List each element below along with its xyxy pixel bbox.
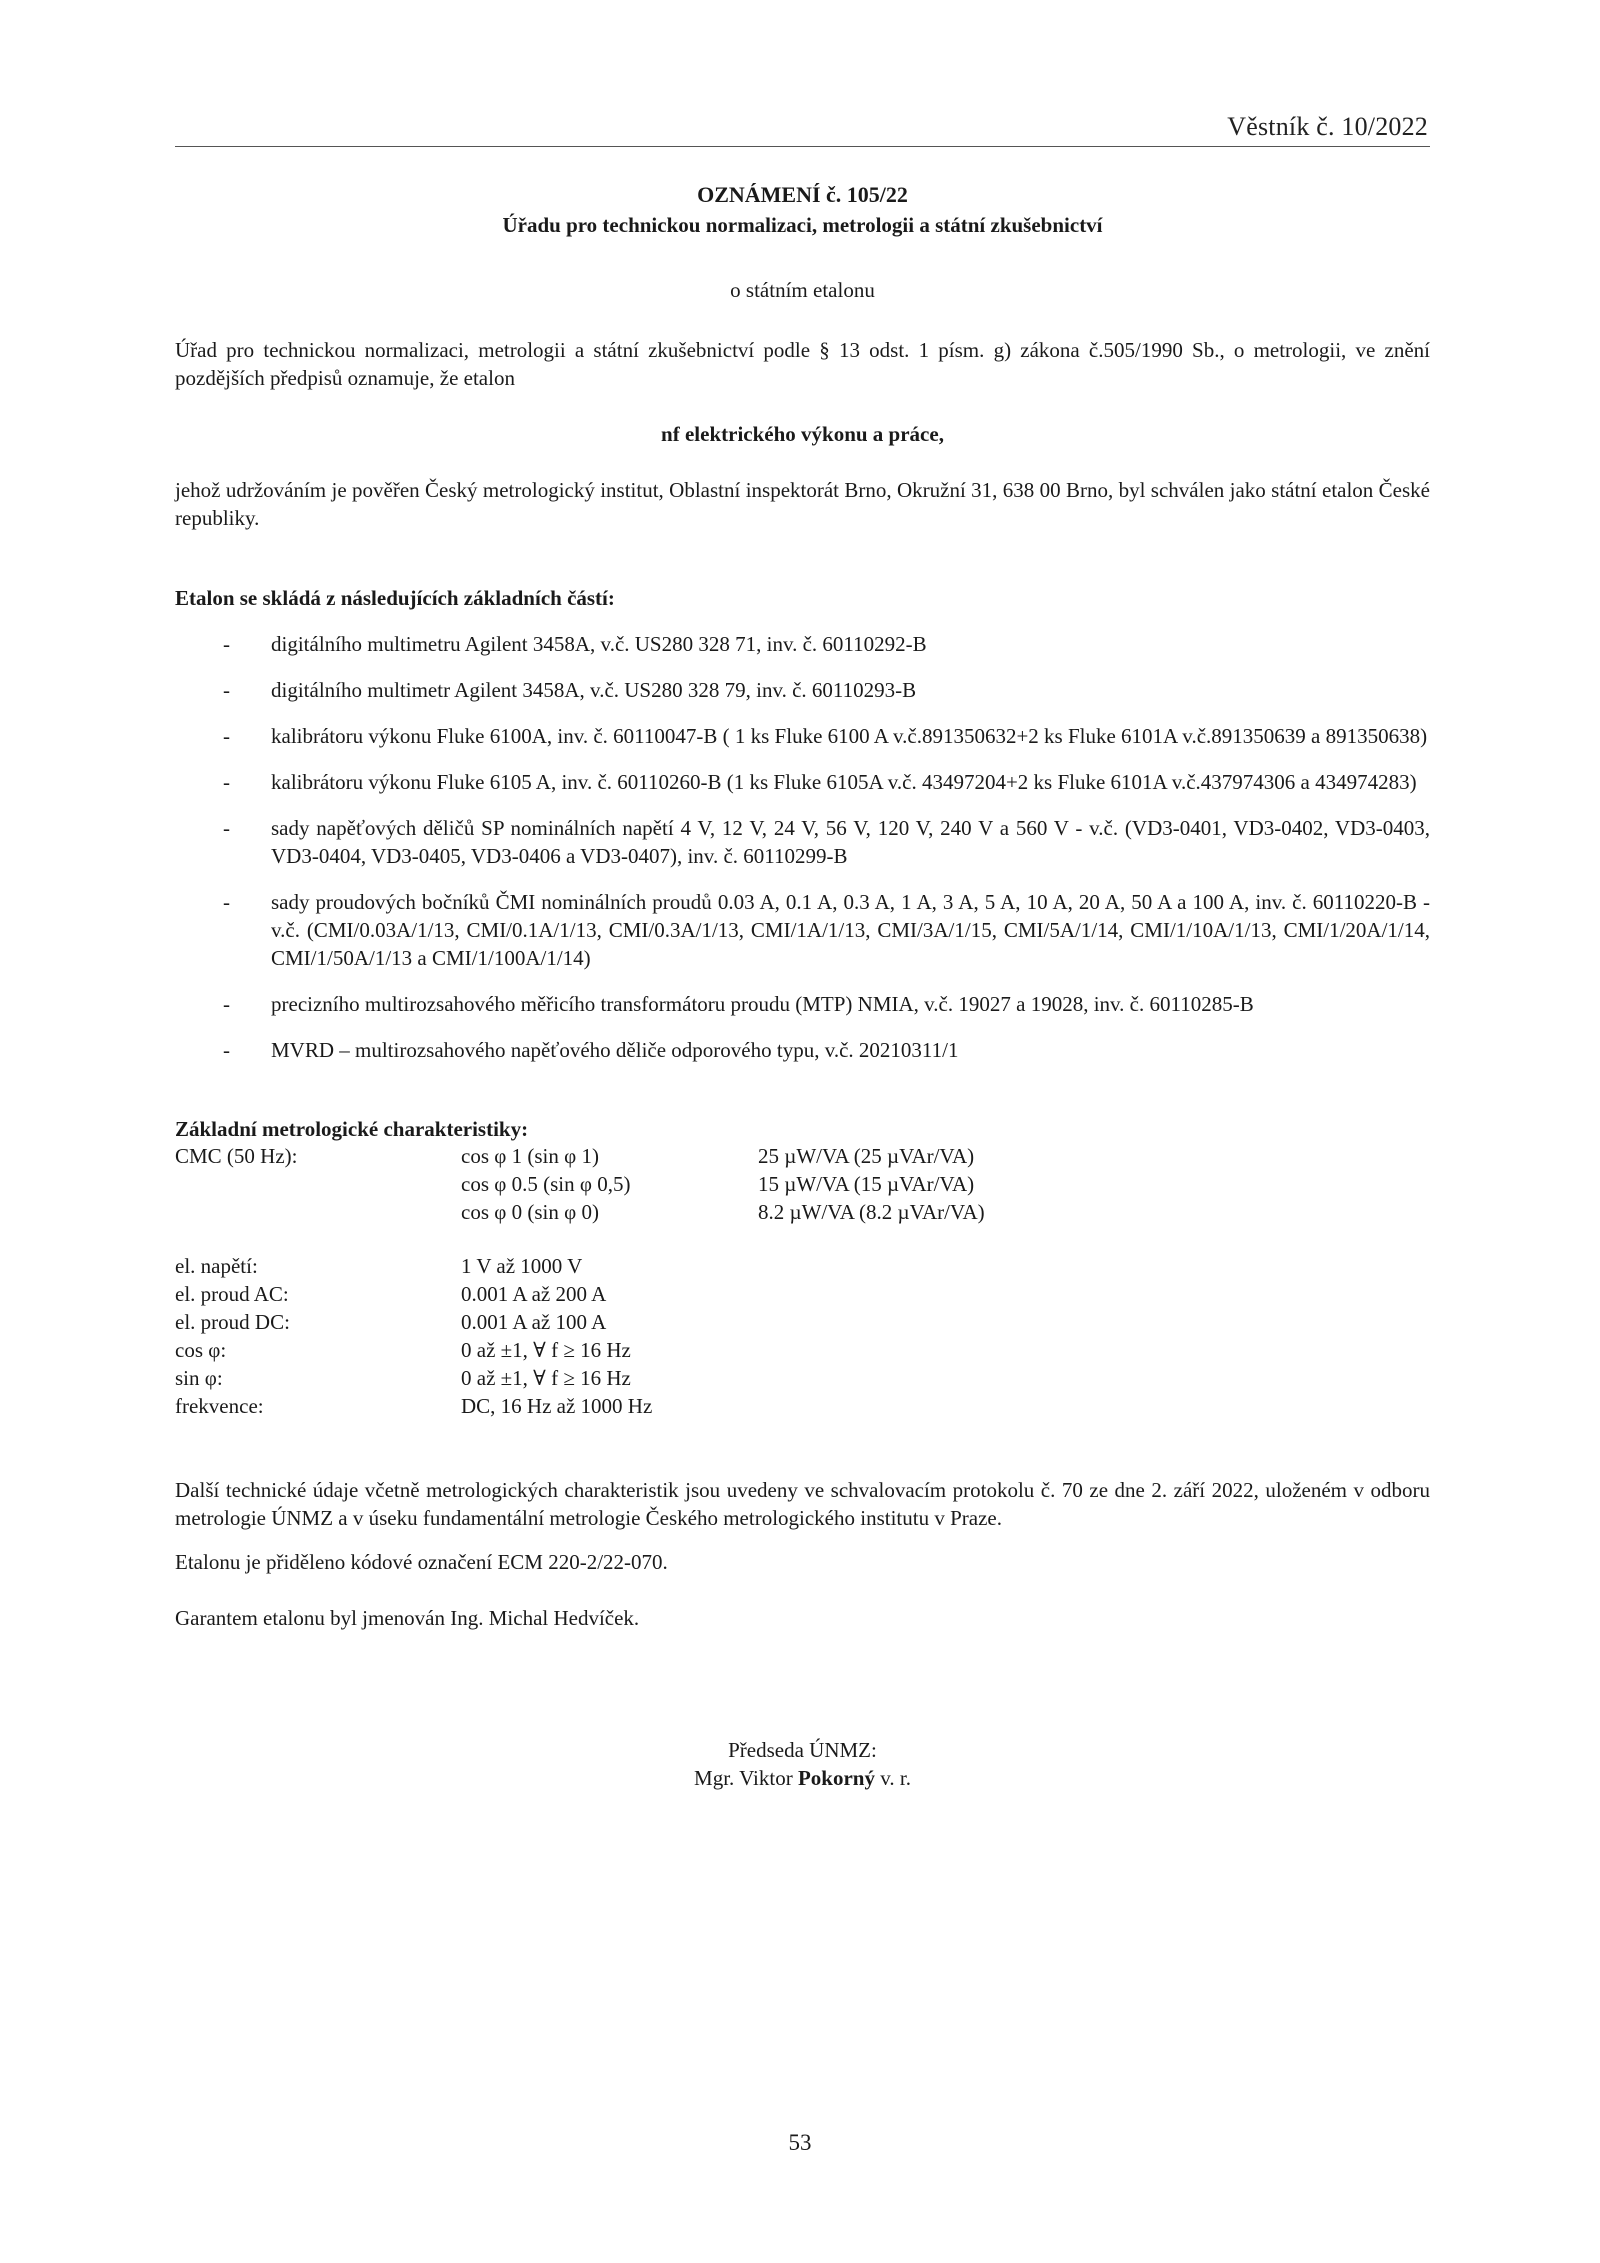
param-value: 0 až ±1, ∀ f ≥ 16 Hz [461, 1338, 631, 1362]
list-item-text: MVRD – multirozsahového napěťového děliče odporového typu, v.č. 20210311/1 [271, 1038, 959, 1062]
list-dash: - [223, 724, 230, 748]
cmc-condition: cos φ 1 (sin φ 1) [461, 1144, 599, 1168]
parts-heading: Etalon se skládá z následujících základních částí: [175, 586, 615, 610]
page-number: 53 [788, 2130, 812, 2155]
list-item-text: precizního multirozsahového měřicího transformátoru proudu (MTP) NMIA, v.č. 19027 a 19028, inv. č. 60110285-B [271, 992, 1254, 1016]
list-item-text: sady proudových bočníků ČMI nominálních proudů 0.03 A, 0.1 A, 0.3 A, 1 A, 3 A, 5 A, 10 A, 20 A, 50 A a 100 A, inv. č. 60110220-B - v.č. (CMI/0.03A/1/13, CMI/0.1A/1/13, CMI/0.3A/1/13, CMI/1A/1/13, CMI/3A/1/15, CMI/5A/1/14, CMI/1/10A/1/13, CMI/1/20A/1/14, CMI/1/50A/1/13 a CMI/1/100A/1/14) [271, 890, 1430, 970]
header-title: Věstník č. 10/2022 [1227, 112, 1428, 141]
signatory-name-suffix: v. r. [874, 1766, 911, 1790]
param-label: frekvence: [175, 1394, 264, 1418]
signatory-name-prefix: Mgr. Viktor [694, 1766, 798, 1790]
signature-block [175, 1736, 1430, 1792]
characteristics-heading: Základní metrologické charakteristiky: [175, 1117, 529, 1141]
cmc-condition: cos φ 0.5 (sin φ 0,5) [461, 1172, 631, 1196]
parameters-table [175, 1252, 652, 1420]
list-item [175, 676, 1430, 704]
cmc-value: 25 µW/VA (25 µVAr/VA) [758, 1144, 975, 1168]
list-dash: - [223, 992, 230, 1016]
notice-subject: o státním etalonu [730, 278, 875, 302]
param-value: 0.001 A až 200 A [461, 1282, 607, 1306]
table-row [175, 1142, 985, 1170]
cmc-label: CMC (50 Hz): [175, 1144, 298, 1168]
signatory-name [175, 1764, 1430, 1792]
param-value: DC, 16 Hz až 1000 Hz [461, 1394, 653, 1418]
list-dash: - [223, 632, 230, 656]
table-row [175, 1392, 652, 1420]
cmc-condition: cos φ 0 (sin φ 0) [461, 1200, 599, 1224]
notice-title [175, 180, 1430, 240]
table-row [175, 1170, 985, 1198]
param-label: sin φ: [175, 1366, 223, 1390]
maintainer-paragraph: jehož udržováním je pověřen Český metrologický institut, Oblastní inspektorát Brno, Okružní 31, 638 00 Brno, byl schválen jako státní etalon České republiky. [175, 478, 1430, 530]
code-designation-paragraph: Etalonu je přiděleno kódové označení ECM 220-2/22-070. [175, 1550, 668, 1574]
param-label: el. napětí: [175, 1254, 258, 1278]
table-row [175, 1364, 652, 1392]
list-item [175, 768, 1430, 796]
table-row [175, 1198, 985, 1226]
param-value: 1 V až 1000 V [461, 1254, 583, 1278]
table-row [175, 1336, 652, 1364]
param-value: 0.001 A až 100 A [461, 1310, 607, 1334]
list-dash: - [223, 890, 230, 914]
document-body [175, 180, 1430, 1792]
list-item-text: sady napěťových děličů SP nominálních napětí 4 V, 12 V, 24 V, 56 V, 120 V, 240 V a 560 V - v.č. (VD3-0401, VD3-0402, VD3-0403, VD3-0404, VD3-0405, VD3-0406 a VD3-0407), inv. č. 60110299-B [271, 816, 1430, 868]
param-label: cos φ: [175, 1338, 227, 1362]
param-label: el. proud AC: [175, 1282, 289, 1306]
cmc-table [175, 1142, 985, 1226]
param-value: 0 až ±1, ∀ f ≥ 16 Hz [461, 1366, 631, 1390]
signatory-surname: Pokorný [797, 1766, 875, 1790]
list-item-text: kalibrátoru výkonu Fluke 6105 A, inv. č. 60110260-B (1 ks Fluke 6105A v.č. 43497204+2 ks Fluke 6101A v.č.437974306 a 434974283) [271, 770, 1417, 794]
issuing-office: Úřadu pro technickou normalizaci, metrologii a státní zkušebnictví [502, 213, 1103, 237]
list-item [175, 722, 1430, 750]
list-item [175, 888, 1430, 972]
list-item [175, 814, 1430, 870]
header-divider [175, 146, 1430, 147]
list-item [175, 990, 1430, 1018]
list-dash: - [223, 1038, 230, 1062]
guarantor-paragraph: Garantem etalonu byl jmenován Ing. Michal Hedvíček. [175, 1606, 640, 1630]
intro-paragraph: Úřad pro technickou normalizaci, metrologii a státní zkušebnictví podle § 13 odst. 1 písm. g) zákona č.505/1990 Sb., o metrologii, ve znění pozdějších předpisů oznamuje, že etalon [175, 338, 1430, 390]
list-item [175, 1036, 1430, 1064]
list-dash: - [223, 816, 230, 840]
table-row [175, 1280, 652, 1308]
cmc-value: 8.2 µW/VA (8.2 µVAr/VA) [758, 1200, 985, 1224]
parts-list [175, 630, 1430, 1064]
list-item-text: kalibrátoru výkonu Fluke 6100A, inv. č. 60110047-B ( 1 ks Fluke 6100 A v.č.891350632+2 ks Fluke 6101A v.č.891350639 a 891350638) [271, 724, 1428, 748]
notice-number: OZNÁMENÍ č. 105/22 [697, 182, 908, 207]
cmc-value: 15 µW/VA (15 µVAr/VA) [758, 1172, 975, 1196]
list-item-text: digitálního multimetru Agilent 3458A, v.č. US280 328 71, inv. č. 60110292-B [271, 632, 927, 656]
param-label: el. proud DC: [175, 1310, 290, 1334]
further-info-paragraph: Další technické údaje včetně metrologických charakteristik jsou uvedeny ve schvalovacím protokolu č. 70 ze dne 2. září 2022, uloženém v odboru metrologie ÚNMZ a v úseku fundamentální metrologie Českého metrologického institutu v Praze. [175, 1478, 1430, 1530]
signatory-role: Předseda ÚNMZ: [728, 1738, 877, 1762]
list-item [175, 630, 1430, 658]
list-dash: - [223, 678, 230, 702]
etalon-name: nf elektrického výkonu a práce, [661, 422, 944, 446]
table-row [175, 1252, 652, 1280]
table-row [175, 1308, 652, 1336]
list-dash: - [223, 770, 230, 794]
list-item-text: digitálního multimetr Agilent 3458A, v.č. US280 328 79, inv. č. 60110293-B [271, 678, 917, 702]
